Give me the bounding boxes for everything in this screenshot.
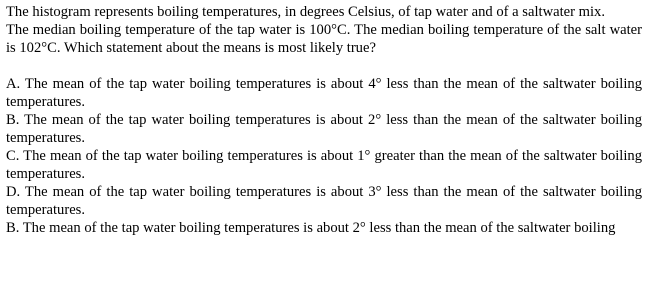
- choice-c: C. The mean of the tap water boiling temperatures is about 1° greater than the mean of the saltwater boiling temperatures.: [6, 148, 642, 182]
- question-prompt: The median boiling temperature of the tap water is 100°C. The median boiling temperature of the salt water is 102°C. Which statement about the means is most likely true?: [6, 22, 642, 56]
- choice-a: A. The mean of the tap water boiling temperatures is about 4° less than the mean of the saltwater boiling temperatures.: [6, 76, 642, 110]
- choice-d: D. The mean of the tap water boiling temperatures is about 3° less than the mean of the saltwater boiling temperatures.: [6, 184, 642, 218]
- question-intro: The histogram represents boiling temperatures, in degrees Celsius, of tap water and of a saltwater mix.: [6, 4, 605, 20]
- question-document: [6, 3, 642, 237]
- choice-b: B. The mean of the tap water boiling temperatures is about 2° less than the mean of the saltwater boiling temperatures.: [6, 112, 642, 146]
- choice-b-repeat: B. The mean of the tap water boiling temperatures is about 2° less than the mean of the saltwater boiling: [6, 220, 616, 236]
- paragraph-spacer: [6, 57, 642, 75]
